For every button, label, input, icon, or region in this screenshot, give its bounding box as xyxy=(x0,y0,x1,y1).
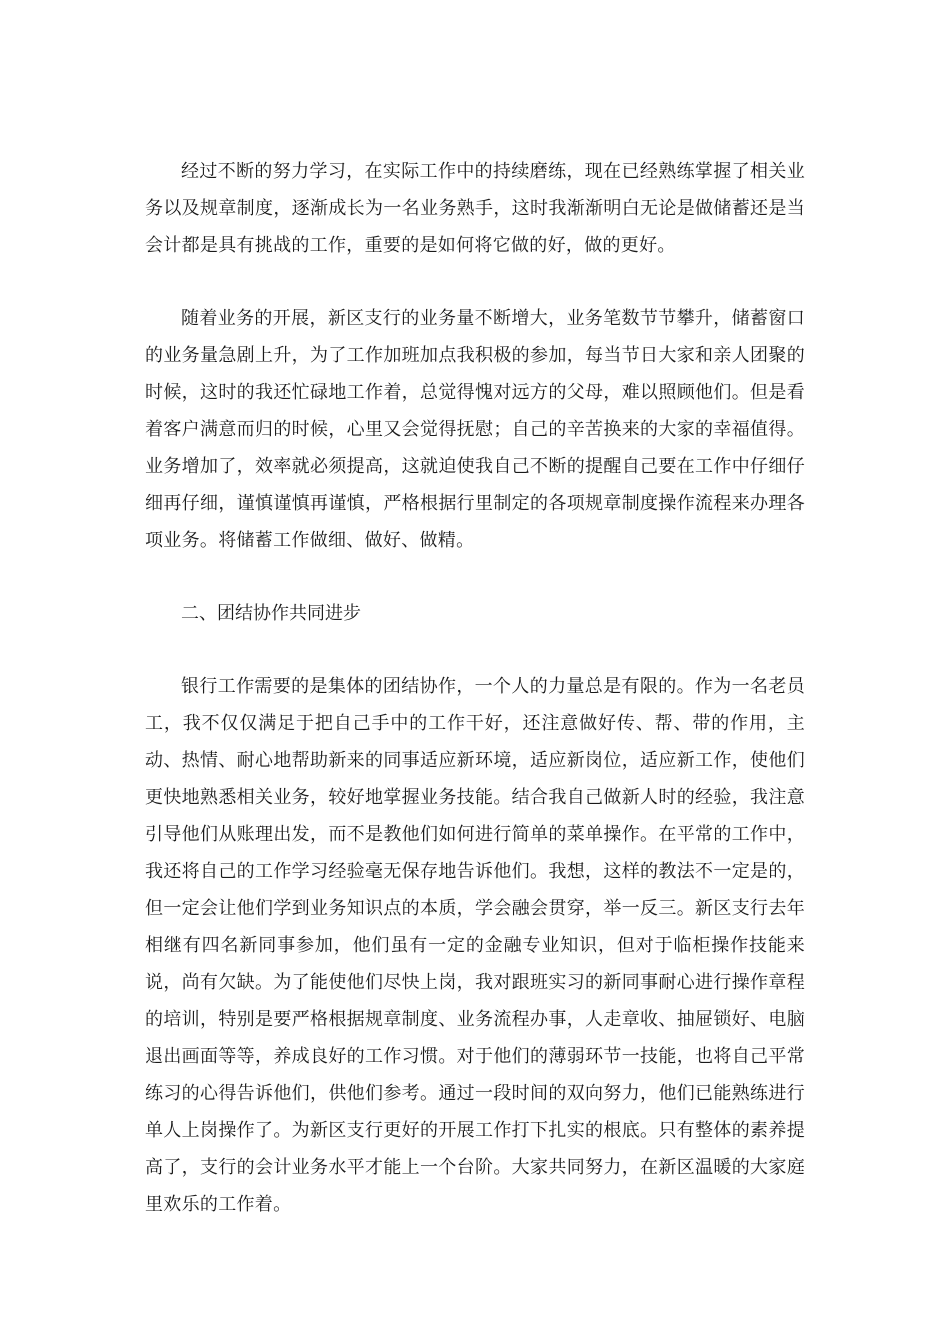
paragraph-workload: 随着业务的开展，新区支行的业务量不断增大，业务笔数节节攀升，储蓄窗口的业务量急剧上升，为了工作加班加点我积极的参加，每当节日大家和亲人团聚的时候，这时的我还忙碌地工作着，总觉得愧对远方的父母，难以照顾他们。但是看着客户满意而归的时候，心里又会觉得抚慰；自己的辛苦换来的大家的幸福值得。业务增加了，效率就必须提高，这就迫使我自己不断的提醒自己要在工作中仔细仔细再仔细，谨慎谨慎再谨慎，严格根据行里制定的各项规章制度操作流程来办理各项业务。将储蓄工作做细、做好、做精。 xyxy=(145,308,805,551)
document-body xyxy=(145,153,805,1223)
paragraph-growth: 经过不断的努力学习，在实际工作中的持续磨练，现在已经熟练掌握了相关业务以及规章制度，逐渐成长为一名业务熟手，这时我渐渐明白无论是做储蓄还是当会计都是具有挑战的工作，重要的是如何将它做的好，做的更好。 xyxy=(145,161,805,256)
paragraph-spacer xyxy=(145,632,805,668)
section-heading: 二、团结协作共同进步 xyxy=(181,603,361,624)
paragraph-teamwork: 银行工作需要的是集体的团结协作，一个人的力量总是有限的。作为一名老员工，我不仅仅满足于把自己手中的工作干好，还注意做好传、帮、带的作用，主动、热情、耐心地帮助新来的同事适应新环境，适应新岗位，适应新工作，使他们更快地熟悉相关业务，较好地掌握业务技能。结合我自己做新人时的经验，我注意引导他们从账理出发，而不是教他们如何进行简单的菜单操作。在平常的工作中，我还将自己的工作学习经验毫无保存地告诉他们。我想，这样的教法不一定是的，但一定会让他们学到业务知识点的本质，学会融会贯穿，举一反三。新区支行去年相继有四名新同事参加，他们虽有一定的金融专业知识，但对于临柜操作技能来说，尚有欠缺。为了能使他们尽快上岗，我对跟班实习的新同事耐心进行操作章程的培训，特别是要严格根据规章制度、业务流程办事，人走章收、抽屉锁好、电脑退出画面等等，养成良好的工作习惯。对于他们的薄弱环节一技能，也将自己平常练习的心得告诉他们，供他们参考。通过一段时间的双向努力，他们已能熟练进行单人上岗操作了。为新区支行更好的开展工作打下扎实的根底。只有整体的素养提高了，支行的会计业务水平才能上一个台阶。大家共同努力，在新区温暖的大家庭里欢乐的工作着。 xyxy=(145,676,805,1215)
paragraph-spacer xyxy=(145,559,805,595)
paragraph-spacer xyxy=(145,264,805,300)
